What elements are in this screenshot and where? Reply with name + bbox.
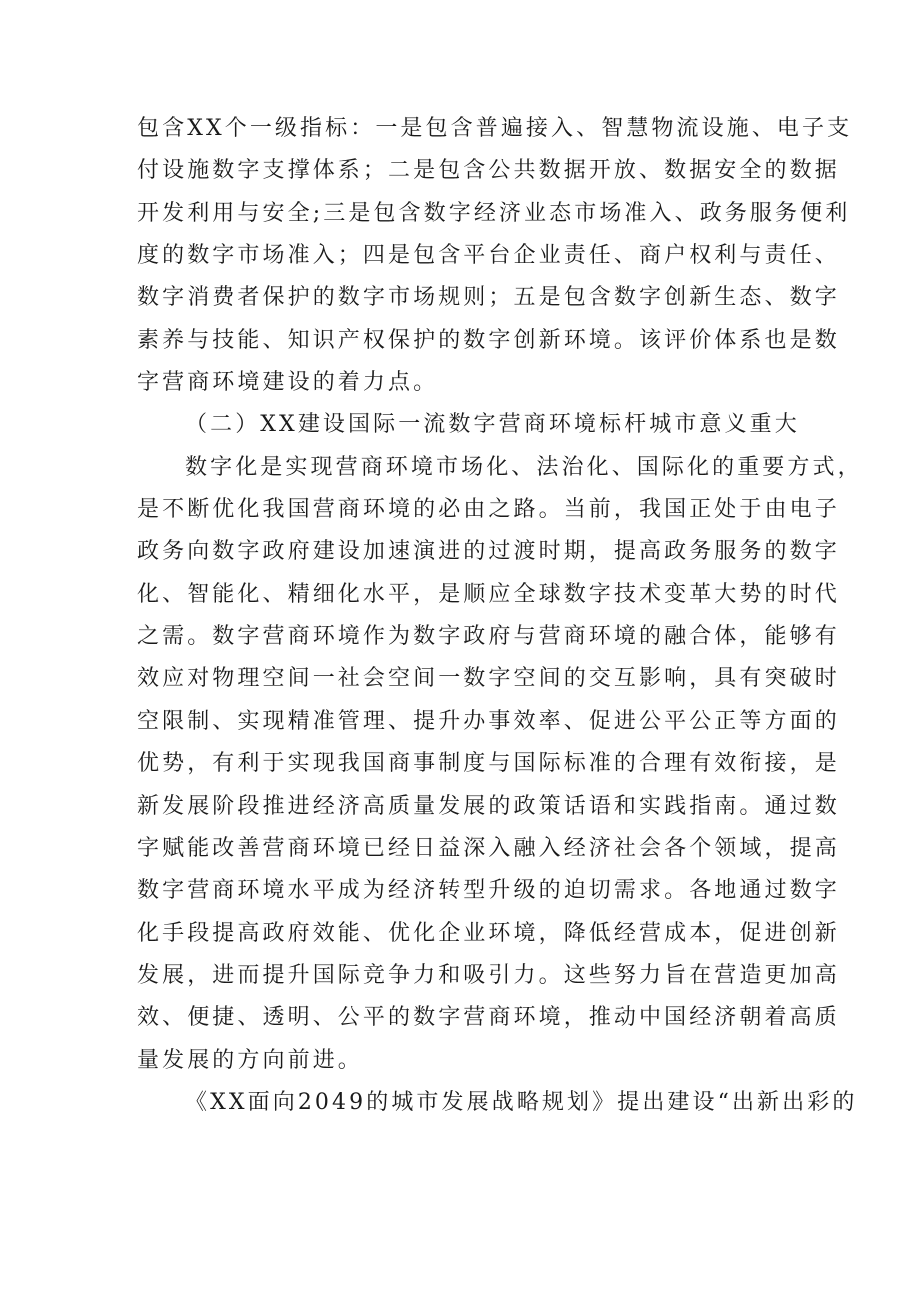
document-body bbox=[137, 108, 863, 1124]
paragraph-line: 化、智能化、精细化水平，是顺应全球数字技术变革大势的时代 bbox=[137, 581, 840, 607]
paragraph-line: 化手段提高政府效能、优化企业环境，降低经营成本，促进创新 bbox=[137, 920, 840, 946]
paragraph-line: 数字消费者保护的数字市场规则；五是包含数字创新生态、数字 bbox=[137, 285, 840, 311]
paragraph-line: 数字化是实现营商环境市场化、法治化、国际化的重要方式， bbox=[185, 454, 863, 480]
paragraph-strategy-plan bbox=[137, 1082, 858, 1124]
paragraph-line: 《XX面向2049的城市发展战略规划》提出建设“出新出彩的 bbox=[185, 1089, 858, 1115]
paragraph-line: 是不断优化我国营商环境的必由之路。当前，我国正处于由电子 bbox=[137, 497, 840, 523]
paragraph-line: 包含XX个一级指标：一是包含普遍接入、智慧物流设施、电子支 bbox=[137, 116, 853, 141]
paragraph-line: 数字营商环境水平成为经济转型升级的迫切需求。各地通过数字 bbox=[137, 878, 840, 904]
paragraph-line: 素养与技能、知识产权保护的数字创新环境。该评价体系也是数 bbox=[137, 327, 840, 353]
paragraph-line: 优势，有利于实现我国商事制度与国际标准的合理有效衔接，是 bbox=[137, 751, 840, 777]
paragraph-line: 付设施数字支撑体系；二是包含公共数据开放、数据安全的数据 bbox=[137, 158, 840, 184]
paragraph-line: 新发展阶段推进经济高质量发展的政策话语和实践指南。通过数 bbox=[137, 793, 840, 819]
paragraph-line: 效、便捷、透明、公平的数字营商环境，推动中国经济朝着高质 bbox=[137, 1005, 840, 1031]
paragraph-line: 开发利用与安全;三是包含数字经济业态市场准入、政务服务便利 bbox=[137, 200, 851, 226]
paragraph-line: 字营商环境建设的着力点。 bbox=[137, 370, 439, 396]
paragraph-line: 发展，进而提升国际竞争力和吸引力。这些努力旨在营造更加高 bbox=[137, 962, 840, 988]
paragraph-line: 量发展的方向前进。 bbox=[137, 1047, 363, 1073]
paragraph-indicator-system bbox=[137, 108, 853, 404]
paragraph-line: 空限制、实现精准管理、提升办事效率、促进公平公正等方面的 bbox=[137, 708, 840, 734]
paragraph-line: 效应对物理空间一社会空间一数字空间的交互影响，具有突破时 bbox=[137, 666, 840, 692]
paragraph-line: 字赋能改善营商环境已经日益深入融入经济社会各个领域，提高 bbox=[137, 835, 840, 861]
paragraph-digitalization-significance bbox=[137, 447, 863, 1082]
paragraph-line: 政务向数字政府建设加速演进的过渡时期，提高政务服务的数字 bbox=[137, 539, 840, 565]
paragraph-line: 之需。数字营商环境作为数字政府与营商环境的融合体，能够有 bbox=[137, 624, 840, 650]
paragraph-line: 度的数字市场准入；四是包含平台企业责任、商户权利与责任、 bbox=[137, 243, 840, 269]
section-heading: （二）XX建设国际一流数字营商环境标杆城市意义重大 bbox=[185, 412, 800, 438]
